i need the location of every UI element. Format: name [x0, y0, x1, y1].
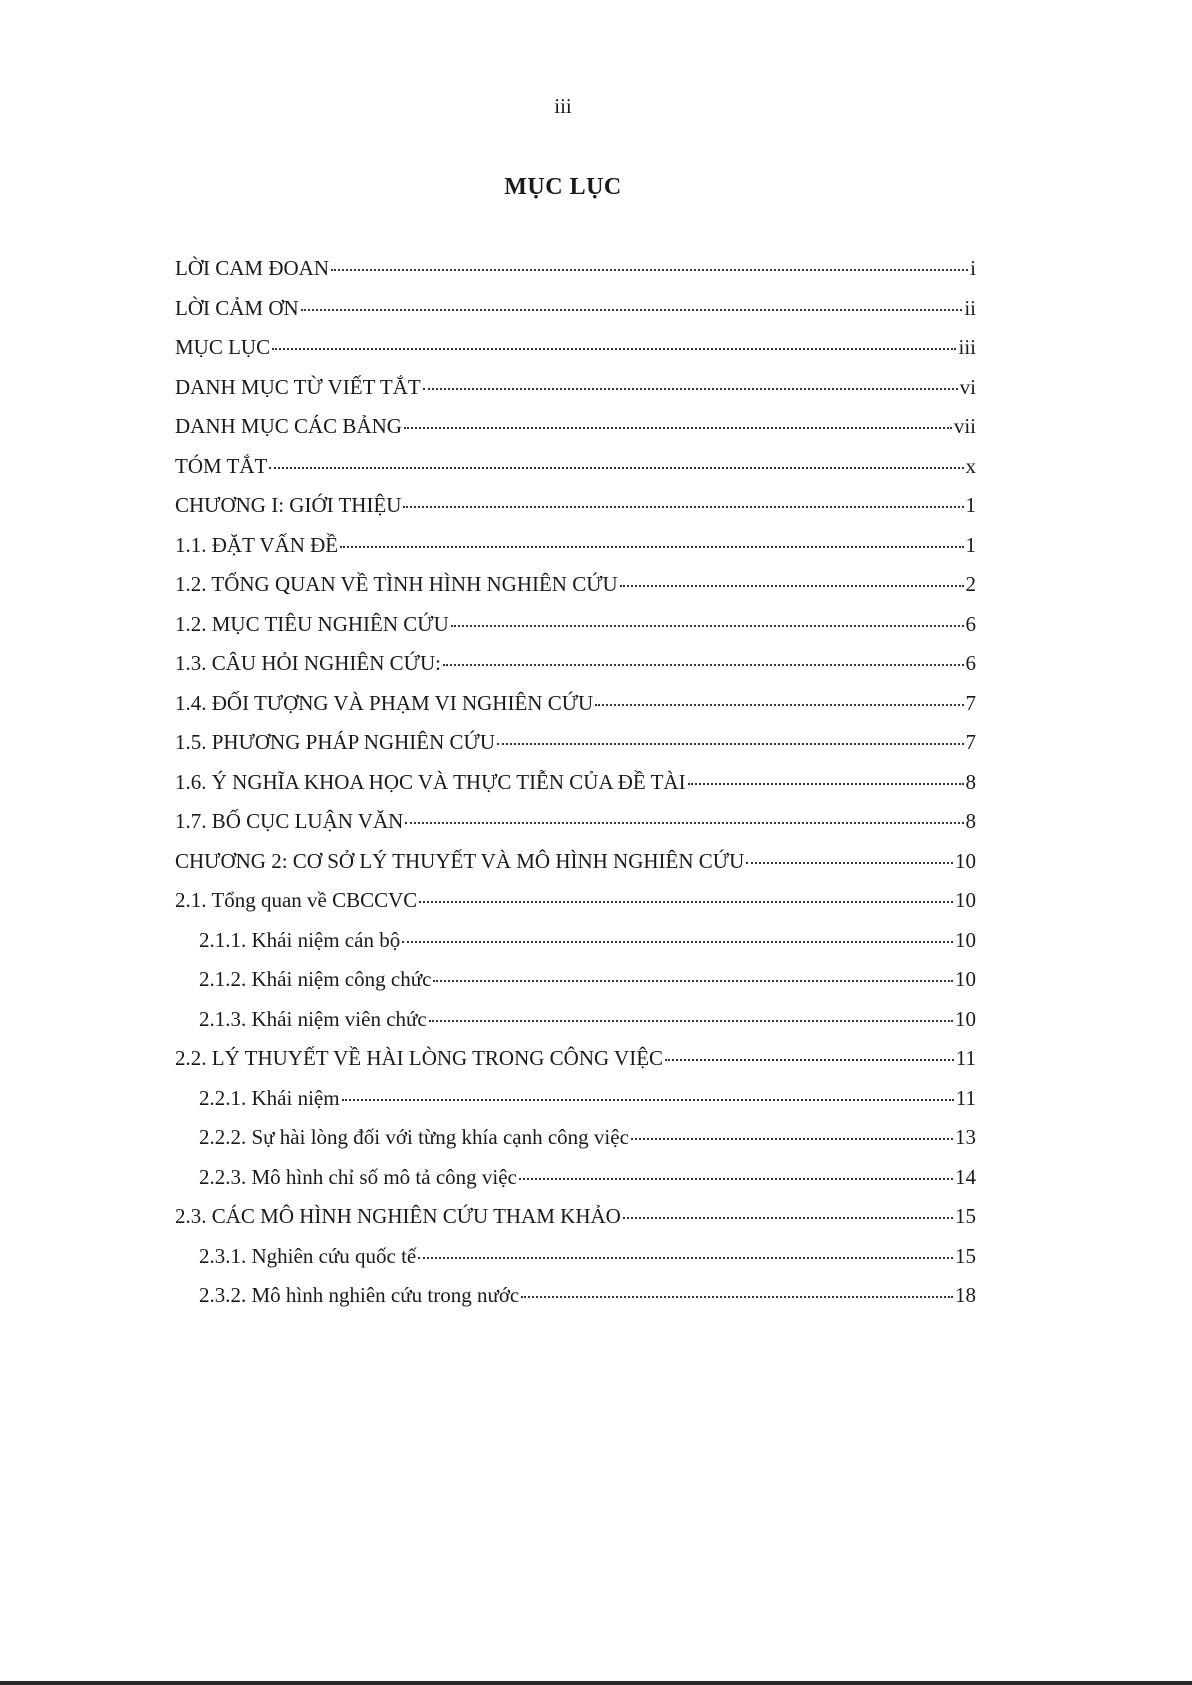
- toc-entry-page-number: 13: [955, 1125, 976, 1149]
- toc-entry-label: CHƯƠNG 2: CƠ SỞ LÝ THUYẾT VÀ MÔ HÌNH NGHIÊN CỨU: [175, 848, 745, 873]
- toc-dot-leader: [340, 542, 963, 548]
- toc-entry[interactable]: [175, 649, 976, 689]
- toc-entry-label: CHƯƠNG I: GIỚI THIỆU: [175, 493, 402, 517]
- toc-entry-label: TÓM TẮT: [175, 453, 268, 478]
- toc-entry-page-number: 15: [955, 1204, 976, 1228]
- toc-entry-page-number: 14: [955, 1164, 976, 1189]
- toc-entry-page-number: 2: [965, 572, 976, 596]
- toc-entry-page-number: x: [965, 453, 976, 478]
- toc-entry[interactable]: [175, 807, 976, 847]
- toc-entry-page-number: 18: [955, 1283, 976, 1307]
- toc-entry-page-number: 6: [965, 651, 976, 675]
- toc-entry-label: 2.3. CÁC MÔ HÌNH NGHIÊN CỨU THAM KHẢO: [175, 1204, 621, 1228]
- toc-entry-label: 1.4. ĐỐI TƯỢNG VÀ PHẠM VI NGHIÊN CỨU: [175, 690, 594, 715]
- toc-entry[interactable]: [175, 847, 976, 887]
- toc-entry[interactable]: [175, 768, 976, 808]
- toc-entry-label: 2.2.2. Sự hài lòng đối với từng khía cạnh công việc: [199, 1125, 629, 1149]
- toc-dot-leader: [451, 621, 964, 627]
- toc-entry[interactable]: [175, 886, 976, 926]
- toc-dot-leader: [623, 1213, 953, 1219]
- toc-entry-page-number: 8: [965, 809, 976, 833]
- toc-entry-label: 2.1. Tổng quan về CBCCVC: [175, 888, 418, 912]
- toc-dot-leader: [429, 1016, 953, 1022]
- toc-dot-leader: [443, 660, 964, 666]
- toc-entry-page-number: iii: [958, 335, 976, 359]
- toc-entry-page-number: 10: [955, 967, 976, 991]
- toc-entry-page-number: 7: [965, 730, 976, 754]
- toc-dot-leader: [403, 502, 963, 508]
- toc-entry-label: 2.3.2. Mô hình nghiên cứu trong nước: [199, 1283, 520, 1307]
- toc-entry[interactable]: [175, 294, 976, 334]
- toc-entry[interactable]: [175, 1163, 976, 1203]
- toc-dot-leader: [272, 344, 956, 350]
- toc-entry-label: 2.1.2. Khái niệm công chức: [199, 967, 432, 991]
- toc-entry-page-number: 8: [965, 769, 976, 794]
- toc-entry-page-number: ii: [964, 295, 976, 320]
- toc-entry-label: 1.6. Ý NGHĨA KHOA HỌC VÀ THỰC TIỄN CỦA ĐỀ TÀI: [175, 769, 686, 794]
- toc-entry-page-number: 10: [955, 848, 976, 873]
- toc-entry[interactable]: [175, 333, 976, 373]
- toc-dot-leader: [419, 897, 953, 903]
- toc-dot-leader: [521, 1292, 953, 1298]
- toc-entry-page-number: i: [970, 256, 976, 280]
- toc-entry-label: 2.2. LÝ THUYẾT VỀ HÀI LÒNG TRONG CÔNG VIỆC: [175, 1046, 664, 1070]
- toc-dot-leader: [631, 1134, 953, 1140]
- toc-entry[interactable]: [175, 728, 976, 768]
- toc-entry-label: MỤC LỤC: [175, 335, 271, 359]
- toc-entry-label: LỜI CAM ĐOAN: [175, 256, 329, 280]
- toc-entry-page-number: 10: [955, 927, 976, 952]
- toc-dot-leader: [404, 423, 952, 429]
- toc-entry-label: 2.2.1. Khái niệm: [199, 1085, 340, 1110]
- toc-entry[interactable]: [175, 1044, 976, 1084]
- toc-entry-page-number: 11: [955, 1046, 976, 1070]
- toc-entry-page-number: 15: [955, 1243, 976, 1268]
- toc-entry-page-number: vii: [953, 414, 976, 438]
- toc-dot-leader: [342, 1095, 954, 1101]
- toc-entry-label: 1.1. ĐẶT VẤN ĐỀ: [175, 532, 339, 557]
- page-title: MỤC LỤC: [504, 174, 622, 200]
- toc-entry-label: 2.3.1. Nghiên cứu quốc tế: [199, 1243, 417, 1268]
- toc-entry-label: 1.2. MỤC TIÊU NGHIÊN CỨU: [175, 611, 449, 636]
- toc-dot-leader: [746, 858, 953, 864]
- toc-entry[interactable]: [175, 373, 976, 413]
- toc-entry-label: 1.3. CÂU HỎI NGHIÊN CỨU:: [175, 651, 441, 675]
- toc-entry-label: DANH MỤC TỪ VIẾT TẮT: [175, 374, 421, 399]
- toc-entry-page-number: 1: [965, 493, 976, 517]
- toc-entry-label: DANH MỤC CÁC BẢNG: [175, 414, 402, 438]
- toc-entry[interactable]: [175, 1123, 976, 1163]
- toc-entry-page-number: 11: [955, 1085, 976, 1110]
- toc-entry-label: LỜI CẢM ƠN: [175, 295, 299, 320]
- toc-entry-label: 2.1.1. Khái niệm cán bộ: [199, 927, 401, 952]
- toc-entry[interactable]: [175, 254, 976, 294]
- toc-dot-leader: [595, 700, 963, 706]
- toc-entry[interactable]: [175, 1202, 976, 1242]
- toc-dot-leader: [402, 937, 953, 943]
- toc-dot-leader: [433, 976, 953, 982]
- page-number: iii: [554, 94, 572, 118]
- toc-entry[interactable]: [175, 689, 976, 729]
- toc-dot-leader: [269, 463, 963, 469]
- toc-entry[interactable]: [175, 531, 976, 571]
- toc-dot-leader: [665, 1055, 954, 1061]
- toc-dot-leader: [620, 581, 964, 587]
- toc-entry-page-number: vi: [959, 374, 976, 399]
- toc-entry-page-number: 10: [955, 1006, 976, 1031]
- toc-entry[interactable]: [175, 610, 976, 650]
- toc-dot-leader: [405, 818, 963, 824]
- toc-entry[interactable]: [175, 926, 976, 966]
- toc-entry[interactable]: [175, 965, 976, 1005]
- toc-dot-leader: [497, 739, 964, 745]
- toc-entry[interactable]: [175, 1005, 976, 1045]
- toc-dot-leader: [331, 265, 968, 271]
- toc-entry-label: 2.2.3. Mô hình chỉ số mô tả công việc: [199, 1164, 517, 1189]
- toc-entry[interactable]: [175, 1084, 976, 1124]
- bottom-border: [0, 1681, 1192, 1685]
- toc-entry[interactable]: [175, 1242, 976, 1282]
- table-of-contents: [175, 254, 976, 1321]
- toc-dot-leader: [418, 1253, 953, 1259]
- toc-dot-leader: [301, 305, 963, 311]
- toc-dot-leader: [519, 1174, 953, 1180]
- toc-dot-leader: [423, 384, 958, 390]
- toc-entry-label: 2.1.3. Khái niệm viên chức: [199, 1006, 427, 1031]
- toc-entry[interactable]: [175, 1281, 976, 1321]
- toc-entry[interactable]: [175, 452, 976, 492]
- toc-entry[interactable]: [175, 412, 976, 452]
- toc-dot-leader: [688, 779, 964, 785]
- toc-entry-label: 1.2. TỔNG QUAN VỀ TÌNH HÌNH NGHIÊN CỨU: [175, 572, 618, 596]
- toc-entry-page-number: 1: [965, 532, 976, 557]
- toc-entry-page-number: 6: [965, 611, 976, 636]
- toc-entry-label: 1.7. BỐ CỤC LUẬN VĂN: [175, 809, 404, 833]
- toc-entry[interactable]: [175, 491, 976, 531]
- toc-entry-page-number: 7: [965, 690, 976, 715]
- toc-entry-label: 1.5. PHƯƠNG PHÁP NGHIÊN CỨU: [175, 730, 495, 754]
- toc-entry-page-number: 10: [955, 888, 976, 912]
- toc-entry[interactable]: [175, 570, 976, 610]
